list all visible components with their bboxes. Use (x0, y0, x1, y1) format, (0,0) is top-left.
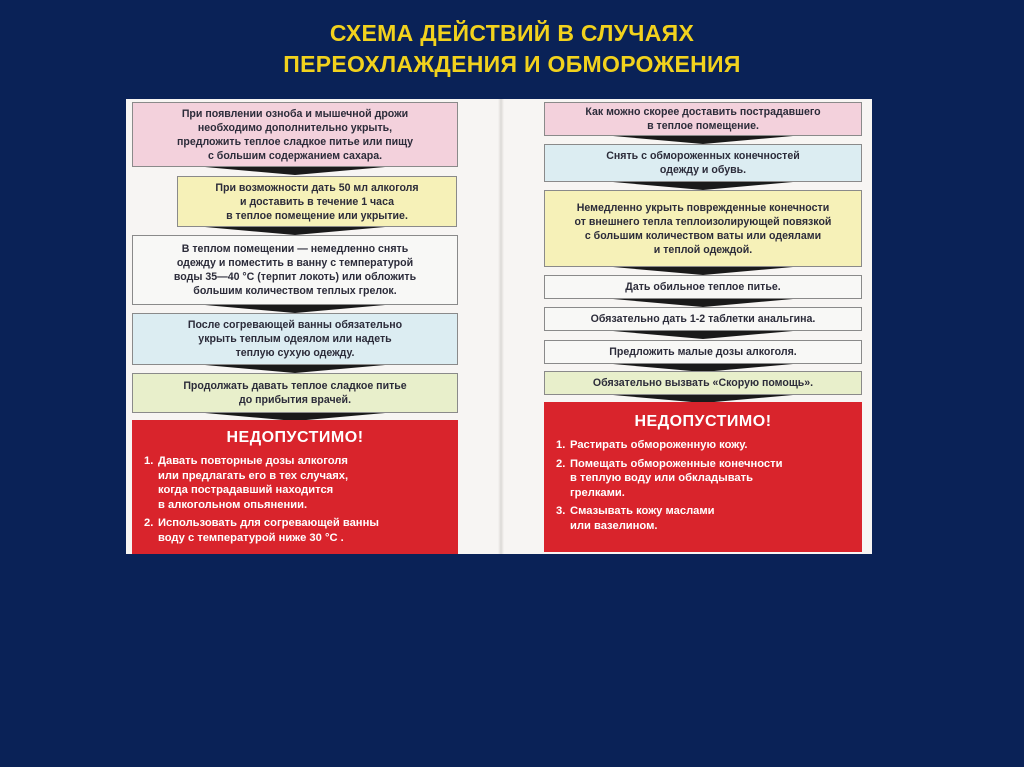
item-number: 2. (556, 457, 566, 470)
down-arrow-icon (205, 167, 385, 175)
down-arrow-icon (205, 365, 385, 373)
item-line: в алкогольном опьянении. (158, 498, 308, 511)
step-line: до прибытия врачей. (238, 394, 352, 406)
step-line: от внешнего тепла теплоизолирующей повязкой (574, 215, 832, 228)
prohibited-item (132, 454, 458, 512)
down-arrow-icon (613, 331, 793, 339)
step-line: При появлении озноба и мышечной дрожи (181, 107, 409, 120)
item-line: Давать повторные дозы алкоголя (158, 455, 348, 467)
item-number: 1. (144, 455, 154, 467)
instruction-sheet (126, 99, 872, 554)
step-line: одежду и обувь. (659, 164, 747, 176)
step-line: Обязательно вызвать «Скорую помощь». (592, 377, 814, 389)
item-number: 2. (144, 517, 154, 529)
prohibited-title: НЕДОПУСТИМО! (226, 429, 364, 446)
prohibited-item (132, 516, 458, 545)
item-line: в теплую воду или обкладывать (570, 472, 754, 484)
step-line: После согревающей ванны обязательно (187, 319, 403, 331)
hypothermia-step-4 (132, 313, 458, 365)
frostbite-step-1 (544, 102, 862, 136)
step-line: и доставить в течение 1 часа (239, 195, 394, 208)
item-line: или вазелином. (570, 519, 658, 532)
prohibited-list (132, 454, 458, 545)
frostbite-step-6 (544, 340, 862, 364)
step-line: Предложить малые дозы алкоголя. (609, 346, 797, 358)
frostbite-step-4 (544, 275, 862, 299)
item-line: Растирать обмороженную кожу. (570, 439, 748, 451)
step-line: одежду и поместить в ванну с температурой (176, 257, 414, 269)
down-arrow-icon (613, 182, 793, 190)
item-line: грелками. (570, 486, 625, 499)
down-arrow-icon (205, 227, 385, 235)
step-line: с большим содержанием сахара. (207, 149, 383, 162)
step-line: Обязательно дать 1-2 таблетки анальгина. (590, 313, 816, 325)
frostbite-step-5 (544, 307, 862, 331)
page-fold (498, 99, 504, 554)
item-number: 1. (556, 439, 566, 451)
page-title (0, 18, 1024, 80)
step-line: Как можно скорее доставить пострадавшего (585, 106, 821, 118)
step-line: необходимо дополнительно укрыть, (197, 121, 393, 134)
item-line: Помещать обмороженные конечности (570, 457, 783, 470)
hypothermia-step-3 (132, 235, 458, 305)
item-line: воду с температурой ниже 30 °С . (158, 531, 344, 544)
frostbite-step-7 (544, 371, 862, 395)
down-arrow-icon (613, 299, 793, 307)
prohibited-list (544, 438, 862, 533)
hypothermia-step-2 (177, 176, 457, 227)
title-line-2: ПЕРЕОХЛАЖДЕНИЯ И ОБМОРОЖЕНИЯ (283, 51, 741, 77)
step-line: с большим количеством ваты или одеялами (584, 229, 822, 242)
step-line: большим количеством теплых грелок. (193, 285, 397, 297)
hypothermia-step-1 (132, 102, 458, 167)
step-line: Продолжать давать теплое сладкое питье (183, 380, 407, 392)
title-line-1: СХЕМА ДЕЙСТВИЙ В СЛУЧАЯХ (329, 20, 695, 46)
step-line: укрыть теплым одеялом или надеть (198, 333, 392, 345)
step-line: Снять с обмороженных конечностей (606, 150, 800, 162)
item-number: 3. (556, 505, 566, 517)
prohibited-item (544, 438, 862, 453)
down-arrow-icon (613, 267, 793, 275)
frostbite-prohibited-box (544, 402, 862, 552)
down-arrow-icon (205, 305, 385, 313)
item-line: или предлагать его в тех случаях, (158, 469, 349, 482)
step-line: в теплое помещение или укрытие. (226, 209, 408, 222)
hypothermia-prohibited-box (132, 420, 458, 554)
frostbite-step-3 (544, 190, 862, 267)
frostbite-step-2 (544, 144, 862, 182)
step-line: При возможности дать 50 мл алкоголя (215, 181, 419, 194)
hypothermia-step-5 (132, 373, 458, 413)
step-line: В теплом помещении — немедленно снять (181, 243, 409, 255)
step-line: и теплой одеждой. (653, 243, 753, 256)
prohibited-item (544, 504, 862, 533)
down-arrow-icon (613, 136, 793, 144)
step-line: Дать обильное теплое питье. (625, 281, 781, 293)
step-line: предложить теплое сладкое питье или пищу (176, 135, 414, 148)
step-line: теплую сухую одежду. (235, 347, 355, 359)
item-line: когда пострадавший находится (158, 484, 334, 496)
step-line: в теплое помещение. (647, 120, 759, 132)
item-line: Смазывать кожу маслами (570, 505, 715, 517)
prohibited-item (544, 457, 862, 501)
item-line: Использовать для согревающей ванны (158, 517, 379, 529)
prohibited-title: НЕДОПУСТИМО! (634, 413, 772, 430)
step-line: воды 35—40 °С (терпит локоть) или обложить (173, 271, 417, 283)
step-line: Немедленно укрыть поврежденные конечности (576, 201, 830, 214)
